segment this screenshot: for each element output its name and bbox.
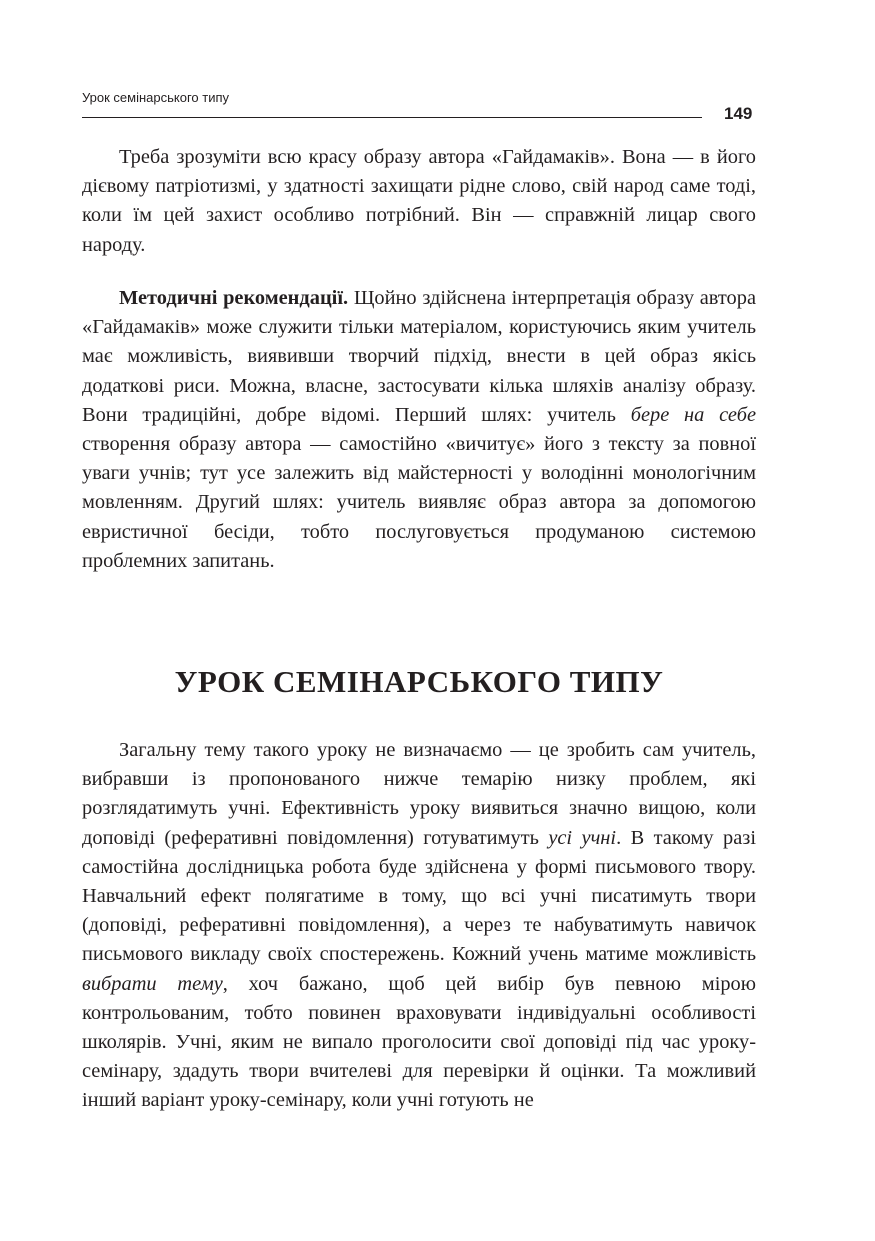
paragraph-3-emphasis-1: усі учні xyxy=(548,826,617,849)
running-head: Урок семінарського типу xyxy=(82,90,230,105)
body-text-block-3 xyxy=(82,736,756,1116)
paragraph-2-text-1: Щойно здійснена інтерпретація образу автора «Гайдамаків» може служити тільки матеріалом, користуючись яким учитель має можливість, виявивши творчий підхід, внести в цей образ якісь додаткові риси. Можна, власне, застосувати кілька шляхів аналізу образу. Вони традиційні, добре відомі. Перший шлях: учитель xyxy=(82,287,756,426)
paragraph-2-text-2: створення образу автора — самостійно «вичитує» його з тексту за повної уваги учнів; тут усе залежить від майстерності у володінні монологічним мовленням. Другий шлях: учитель виявляє образ автора за допомогою евристичної бесіди, тобто послуговується продуманою системою проблемних запитань. xyxy=(82,433,756,572)
paragraph-3-text-3: , хоч бажано, щоб цей вибір був певною мірою контрольованим, тобто повинен враховувати індивідуальні особливості школярів. Учні, яким не випало проголосити свої доповіді під час уроку-семінару, здадуть твори вчителеві для перевірки й оцінки. Та можливий інший варіант уроку-семінару, коли учні готують не xyxy=(82,972,756,1112)
paragraph-3 xyxy=(82,736,756,1116)
header-rule xyxy=(82,117,702,118)
paragraph-2 xyxy=(82,284,756,576)
body-text-block-2 xyxy=(82,284,756,576)
paragraph-2-emphasis-1: бере на себе xyxy=(630,403,756,426)
paragraph-3-emphasis-2: вибрати тему xyxy=(82,972,223,995)
paragraph-3-text-2: . В такому разі самостійна дослідницька робота буде здійснена у формі письмового твору. Навчальний ефект полягатиме в тому, що всі учні писатимуть твори (доповіді, реферативні повідомлення), а через те набуватимуть навичок письмового викладу своїх спостережень. Кожний учень матиме можливість xyxy=(82,826,756,966)
paragraph-2-lead: Методичні рекомендації. xyxy=(119,287,349,309)
paragraph-1: Треба зрозуміти всю красу образу автора «Гайдамаків». Вона — в його дієвому патріотизмі, у здатності захищати рідне слово, свій народ саме тоді, коли їм цей захист особливо потрібний. Він — справжній лицар свого народу. xyxy=(82,146,756,256)
body-text-block-1 xyxy=(82,143,756,260)
section-heading: УРОК СЕМІНАРСЬКОГО ТИПУ xyxy=(174,664,664,699)
page-number: 149 xyxy=(724,104,753,123)
paragraph-3-text-1: Загальну тему такого уроку не визначаємо — це зробить сам учитель, вибравши із пропонованого нижче темарію низку проблем, які розглядатимуть учні. Ефективність уроку виявиться значно вищою, коли доповіді (реферативні повідомлення) готуватимуть xyxy=(82,739,756,849)
